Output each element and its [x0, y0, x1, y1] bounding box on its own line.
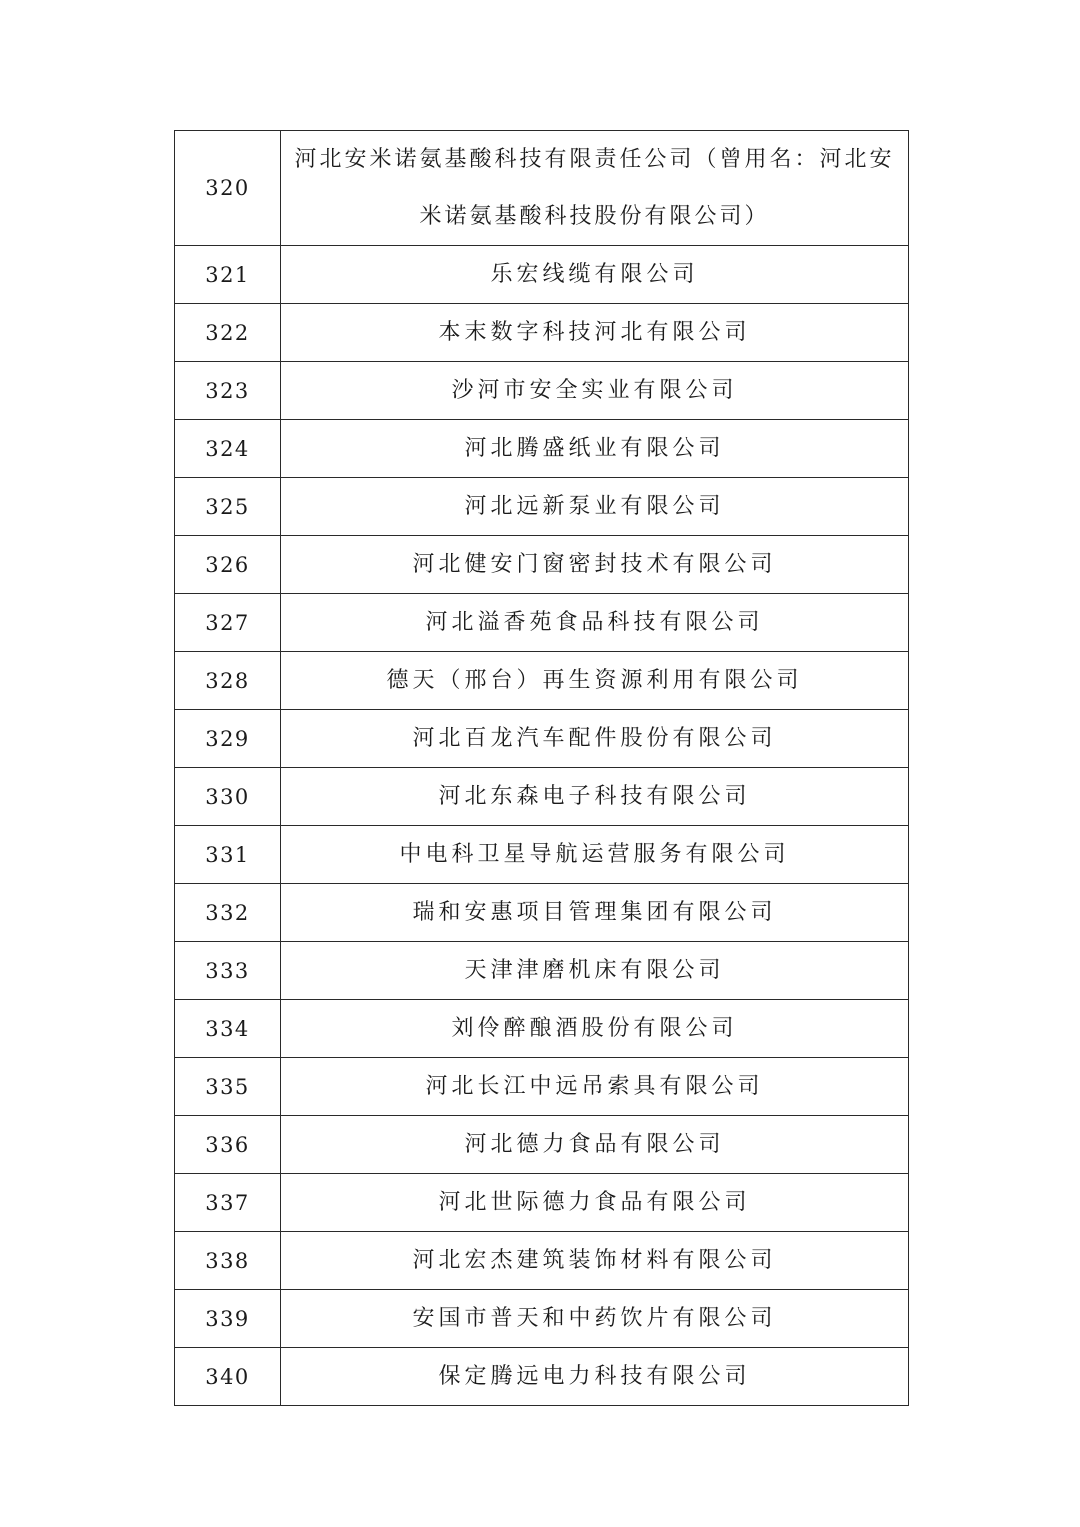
table-row	[175, 478, 909, 536]
company-name: 河北东森电子科技有限公司	[281, 768, 909, 826]
table-row	[175, 131, 909, 246]
row-number: 334	[175, 1000, 281, 1058]
table-row	[175, 884, 909, 942]
table-row	[175, 768, 909, 826]
row-number: 321	[175, 246, 281, 304]
company-name: 河北溢香苑食品科技有限公司	[281, 594, 909, 652]
table-row	[175, 536, 909, 594]
company-name: 保定腾远电力科技有限公司	[281, 1348, 909, 1406]
company-name: 河北百龙汽车配件股份有限公司	[281, 710, 909, 768]
company-list-table	[174, 130, 909, 1406]
company-name: 瑞和安惠项目管理集团有限公司	[281, 884, 909, 942]
row-number: 333	[175, 942, 281, 1000]
table-row	[175, 246, 909, 304]
company-name: 沙河市安全实业有限公司	[281, 362, 909, 420]
table-row	[175, 942, 909, 1000]
company-name: 安国市普天和中药饮片有限公司	[281, 1290, 909, 1348]
row-number: 340	[175, 1348, 281, 1406]
table-row	[175, 420, 909, 478]
row-number: 331	[175, 826, 281, 884]
company-name: 河北健安门窗密封技术有限公司	[281, 536, 909, 594]
company-name: 河北世际德力食品有限公司	[281, 1174, 909, 1232]
row-number: 323	[175, 362, 281, 420]
table-row	[175, 1290, 909, 1348]
company-name: 德天（邢台）再生资源利用有限公司	[281, 652, 909, 710]
company-name: 本末数字科技河北有限公司	[281, 304, 909, 362]
row-number: 325	[175, 478, 281, 536]
row-number: 329	[175, 710, 281, 768]
row-number: 320	[175, 131, 281, 246]
table-row	[175, 594, 909, 652]
table-row	[175, 1116, 909, 1174]
company-name: 刘伶醉酿酒股份有限公司	[281, 1000, 909, 1058]
company-name: 河北安米诺氨基酸科技有限责任公司（曾用名：河北安米诺氨基酸科技股份有限公司）	[281, 131, 909, 246]
table-row	[175, 652, 909, 710]
table-row	[175, 1058, 909, 1116]
row-number: 332	[175, 884, 281, 942]
table-row	[175, 304, 909, 362]
table-row	[175, 1348, 909, 1406]
row-number: 337	[175, 1174, 281, 1232]
table-row	[175, 826, 909, 884]
row-number: 322	[175, 304, 281, 362]
table-row	[175, 710, 909, 768]
company-name: 河北腾盛纸业有限公司	[281, 420, 909, 478]
company-name: 乐宏线缆有限公司	[281, 246, 909, 304]
table-row	[175, 362, 909, 420]
row-number: 338	[175, 1232, 281, 1290]
row-number: 336	[175, 1116, 281, 1174]
table-row	[175, 1174, 909, 1232]
table-body	[175, 131, 909, 1406]
table-row	[175, 1000, 909, 1058]
row-number: 330	[175, 768, 281, 826]
row-number: 324	[175, 420, 281, 478]
table-row	[175, 1232, 909, 1290]
row-number: 335	[175, 1058, 281, 1116]
company-name: 河北远新泵业有限公司	[281, 478, 909, 536]
row-number: 339	[175, 1290, 281, 1348]
company-name: 河北长江中远吊索具有限公司	[281, 1058, 909, 1116]
row-number: 328	[175, 652, 281, 710]
company-name: 天津津磨机床有限公司	[281, 942, 909, 1000]
company-name: 河北宏杰建筑装饰材料有限公司	[281, 1232, 909, 1290]
row-number: 327	[175, 594, 281, 652]
company-name: 河北德力食品有限公司	[281, 1116, 909, 1174]
row-number: 326	[175, 536, 281, 594]
company-name: 中电科卫星导航运营服务有限公司	[281, 826, 909, 884]
